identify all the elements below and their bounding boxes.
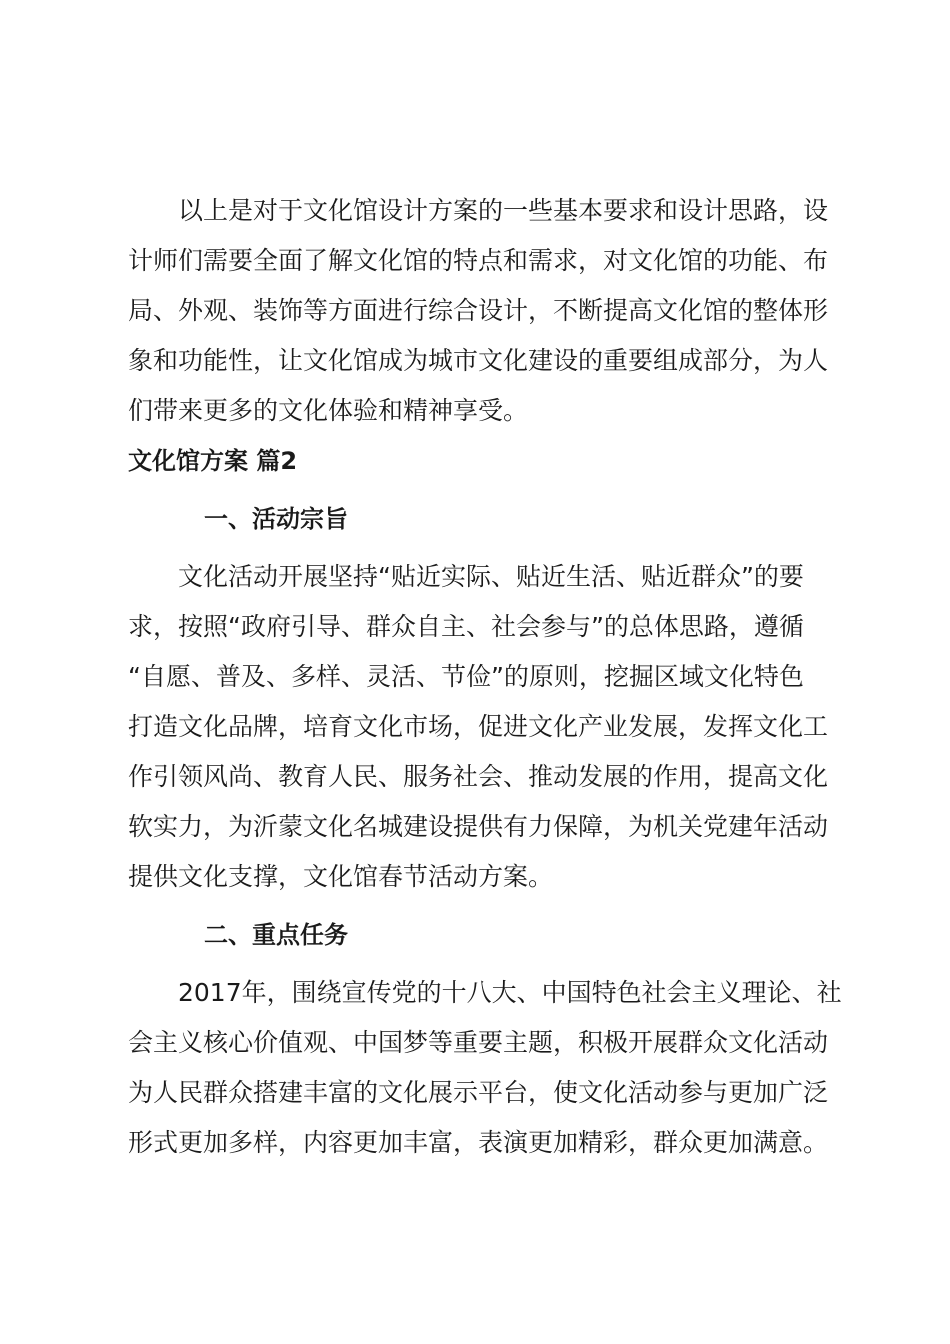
paragraph-activity-purpose bbox=[128, 552, 844, 902]
paragraph-intro-summary bbox=[128, 186, 844, 436]
text-line: 作引领风尚、教育人民、服务社会、推动发展的作用，提高文化 bbox=[128, 762, 829, 791]
text-line: 打造文化品牌，培育文化市场，促进文化产业发展，发挥文化工 bbox=[128, 712, 829, 741]
section-title: 文化馆方案 篇2 bbox=[128, 447, 298, 475]
heading-key-tasks: 二、重点任务 bbox=[204, 921, 348, 949]
document-page bbox=[128, 186, 844, 1168]
text-line: 文化活动开展坚持“贴近实际、贴近生活、贴近群众”的要 bbox=[178, 562, 804, 591]
heading-activity-purpose: 一、活动宗旨 bbox=[204, 505, 348, 533]
text-line: 为人民群众搭建丰富的文化展示平台，使文化活动参与更加广泛 bbox=[128, 1078, 829, 1107]
text-line: “自愿、普及、多样、灵活、节俭”的原则，挖掘区域文化特色 bbox=[128, 662, 804, 691]
text-line: 会主义核心价值观、中国梦等重要主题，积极开展群众文化活动 bbox=[128, 1028, 829, 1057]
text-line: 计师们需要全面了解文化馆的特点和需求，对文化馆的功能、布 bbox=[128, 246, 829, 275]
text-line: 2017年，围绕宣传党的十八大、中国特色社会主义理论、社 bbox=[178, 978, 842, 1007]
text-line: 象和功能性，让文化馆成为城市文化建设的重要组成部分，为人 bbox=[128, 346, 829, 375]
text-line: 以上是对于文化馆设计方案的一些基本要求和设计思路，设 bbox=[178, 196, 829, 225]
paragraph-key-tasks bbox=[128, 968, 844, 1168]
text-line: 们带来更多的文化体验和精神享受。 bbox=[128, 396, 529, 425]
text-line: 形式更加多样，内容更加丰富，表演更加精彩，群众更加满意。 bbox=[128, 1128, 829, 1157]
text-line: 求，按照“政府引导、群众自主、社会参与”的总体思路，遵循 bbox=[128, 612, 804, 641]
text-line: 局、外观、装饰等方面进行综合设计，不断提高文化馆的整体形 bbox=[128, 296, 829, 325]
text-line: 提供文化支撑，文化馆春节活动方案。 bbox=[128, 862, 554, 891]
text-line: 软实力，为沂蒙文化名城建设提供有力保障，为机关党建年活动 bbox=[128, 812, 829, 841]
